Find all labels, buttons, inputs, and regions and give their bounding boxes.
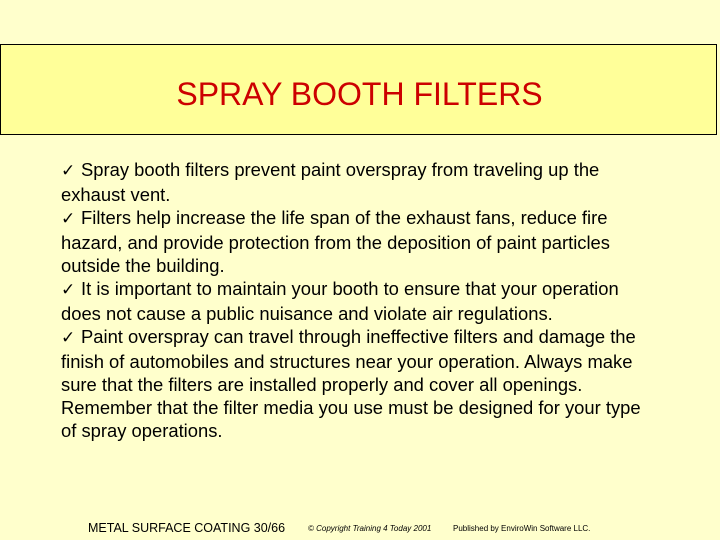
bullet-list: [61, 158, 661, 442]
footer: [0, 520, 720, 536]
bullet-text: It is important to maintain your booth to ensure that your operation does not cause a public nuisance and violate air regulations.: [61, 278, 619, 324]
checkmark-icon: ✓: [61, 328, 76, 348]
bullet-item: [61, 158, 661, 206]
footer-copyright: © Copyright Training 4 Today 2001: [308, 524, 432, 533]
title-box: [0, 44, 717, 135]
bullet-text: Paint overspray can travel through ineffective filters and damage the finish of automobiles and structures near your operation. Always make sure that the filters are installed properly and cover all openings. Remember that the filter media you use must be designed for your type of spray operations.: [61, 326, 641, 441]
bullet-item: [61, 206, 661, 277]
checkmark-icon: ✓: [61, 209, 76, 229]
bullet-text: Filters help increase the life span of the exhaust fans, reduce fire hazard, and provide protection from the deposition of paint particles outside the building.: [61, 207, 610, 276]
slide-title: SPRAY BOOTH FILTERS: [176, 76, 543, 112]
footer-course-label: METAL SURFACE COATING 30/66: [88, 521, 286, 535]
bullet-item: [61, 277, 661, 325]
bullet-text: Spray booth filters prevent paint overspray from traveling up the exhaust vent.: [61, 159, 600, 205]
bullet-item: [61, 325, 661, 442]
checkmark-icon: ✓: [61, 280, 76, 300]
checkmark-icon: ✓: [61, 161, 76, 181]
footer-publisher: Published by EnviroWin Software LLC.: [453, 524, 591, 533]
